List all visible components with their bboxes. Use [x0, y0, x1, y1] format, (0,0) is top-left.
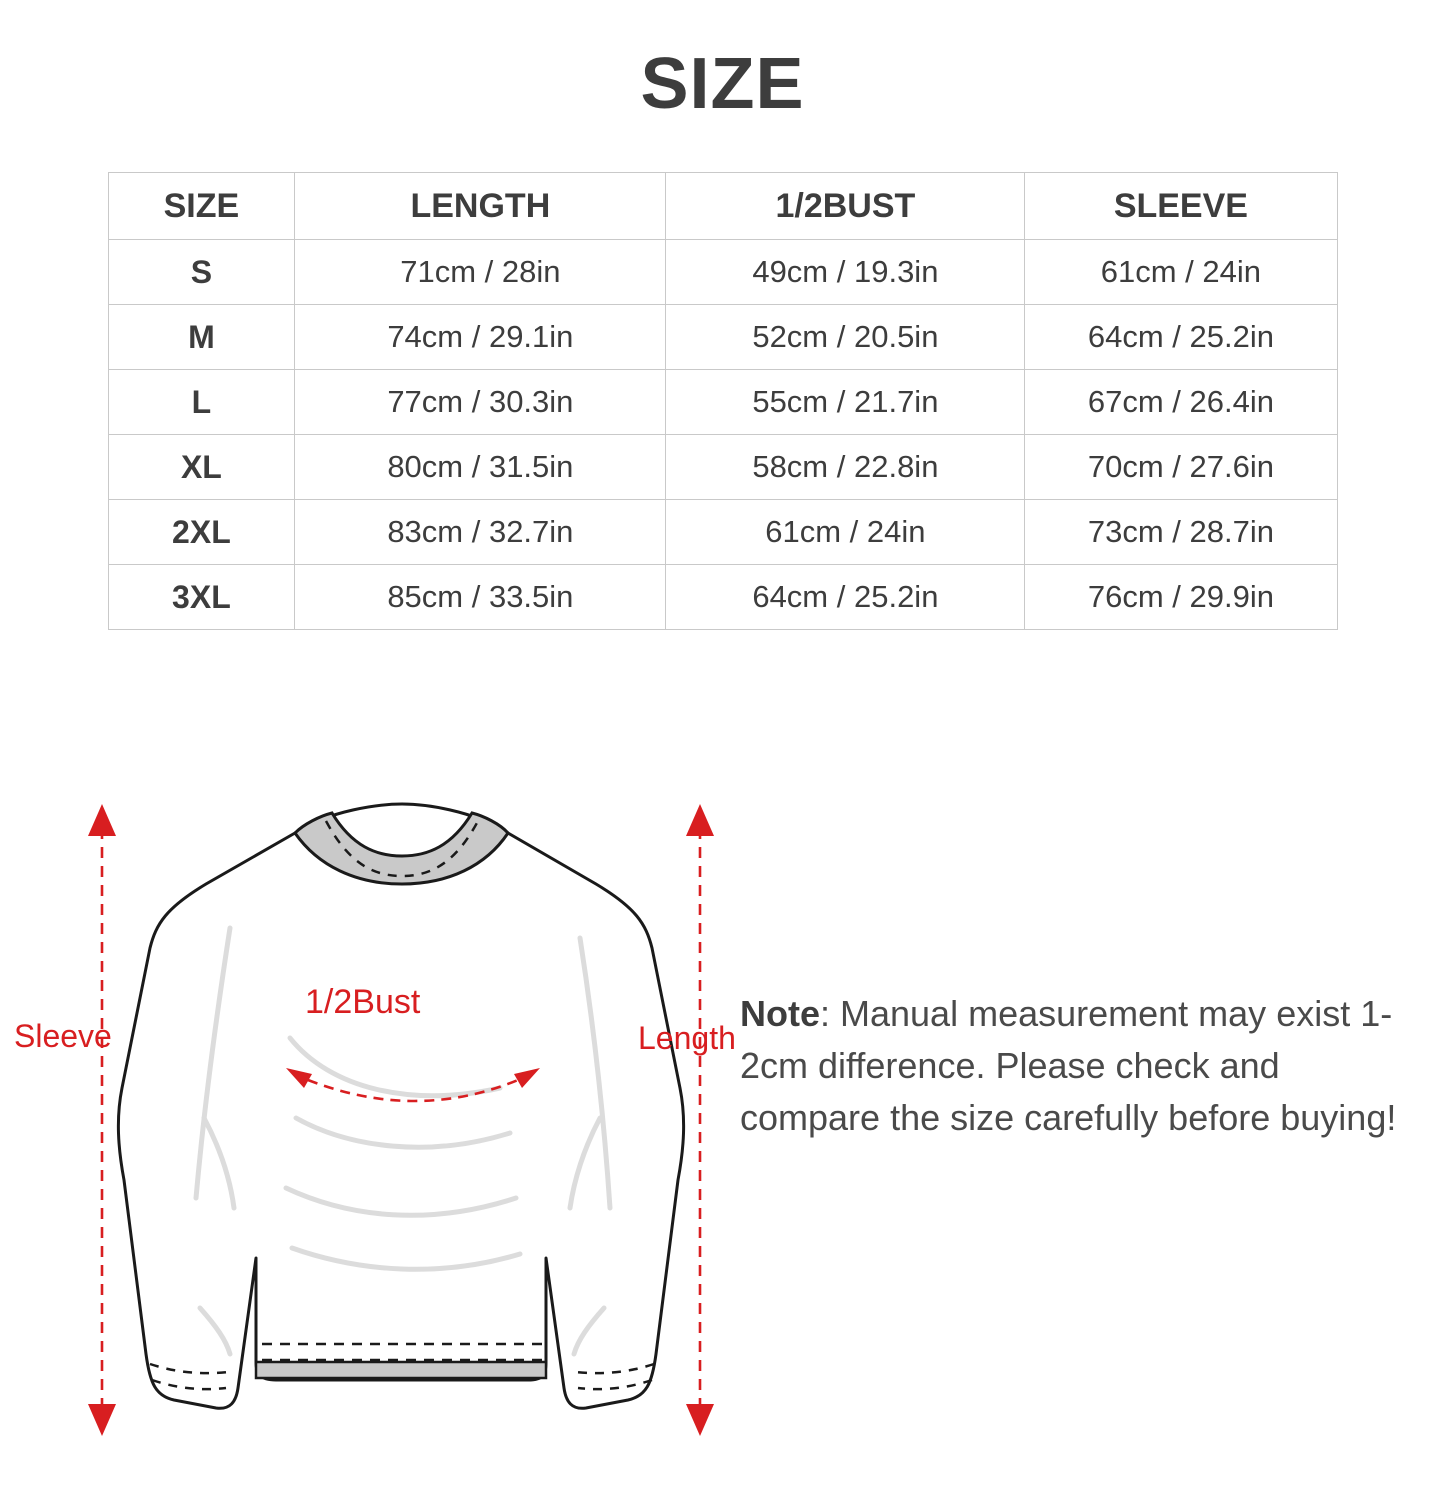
cell-sleeve: 70cm / 27.6in	[1025, 435, 1337, 500]
table-header-row	[108, 173, 1337, 240]
sleeve-measure-label: Sleeve	[14, 1018, 112, 1054]
cell-bust: 49cm / 19.3in	[666, 240, 1025, 305]
cell-bust: 52cm / 20.5in	[666, 305, 1025, 370]
column-header-sleeve: SLEEVE	[1025, 173, 1337, 240]
table-row	[108, 500, 1337, 565]
cell-size: S	[108, 240, 295, 305]
note-text	[740, 988, 1400, 1145]
cell-bust: 58cm / 22.8in	[666, 435, 1025, 500]
table-row	[108, 240, 1337, 305]
column-header-size: SIZE	[108, 173, 295, 240]
bust-measure-label: 1/2Bust	[305, 983, 421, 1021]
cell-sleeve: 64cm / 25.2in	[1025, 305, 1337, 370]
table-row	[108, 370, 1337, 435]
cell-size: M	[108, 305, 295, 370]
table-row	[108, 565, 1337, 630]
cell-bust: 64cm / 25.2in	[666, 565, 1025, 630]
cell-size: 2XL	[108, 500, 295, 565]
measurement-diagram	[0, 748, 1445, 1493]
size-chart-table	[108, 172, 1338, 630]
cell-sleeve: 61cm / 24in	[1025, 240, 1337, 305]
page-title: SIZE	[640, 44, 805, 124]
cell-size: L	[108, 370, 295, 435]
cell-sleeve: 76cm / 29.9in	[1025, 565, 1337, 630]
note-body: : Manual measurement may exist 1-2cm difference. Please check and compare the size carefully before buying!	[740, 993, 1397, 1139]
tshirt-outline-icon	[80, 788, 720, 1448]
cell-size: 3XL	[108, 565, 295, 630]
cell-length: 80cm / 31.5in	[295, 435, 666, 500]
length-measure-label: Length	[638, 1020, 736, 1056]
cell-sleeve: 73cm / 28.7in	[1025, 500, 1337, 565]
column-header-bust: 1/2BUST	[666, 173, 1025, 240]
cell-length: 74cm / 29.1in	[295, 305, 666, 370]
cell-length: 71cm / 28in	[295, 240, 666, 305]
column-header-length: LENGTH	[295, 173, 666, 240]
cell-bust: 61cm / 24in	[666, 500, 1025, 565]
note-prefix: Note	[740, 993, 820, 1034]
cell-length: 83cm / 32.7in	[295, 500, 666, 565]
cell-length: 85cm / 33.5in	[295, 565, 666, 630]
cell-size: XL	[108, 435, 295, 500]
table-row	[108, 305, 1337, 370]
size-table-container	[108, 172, 1338, 630]
table-row	[108, 435, 1337, 500]
cell-bust: 55cm / 21.7in	[666, 370, 1025, 435]
cell-length: 77cm / 30.3in	[295, 370, 666, 435]
cell-sleeve: 67cm / 26.4in	[1025, 370, 1337, 435]
